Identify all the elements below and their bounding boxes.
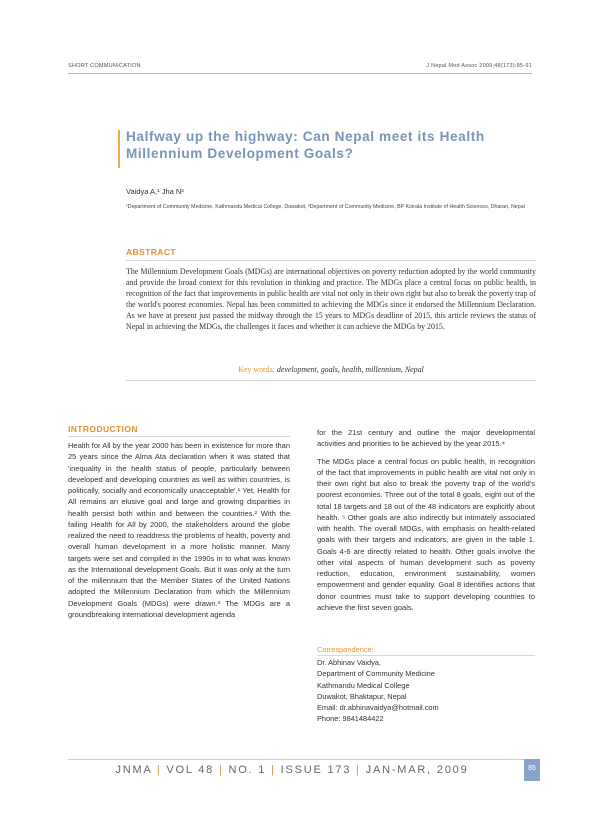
footer-separator: | bbox=[218, 764, 224, 776]
keywords bbox=[126, 365, 536, 374]
footer-divider bbox=[68, 759, 528, 760]
correspondence-name: Dr. Abhinav Vaidya, bbox=[317, 658, 381, 667]
footer-volume: VOL 48 bbox=[166, 764, 215, 776]
intro-paragraph: Health for All by the year 2000 has been in existence for more than 25 years since the Alma Ata declaration when it was stated that 'inequality in the health status of people, particularly between developed and developing countries as well as within countries, is politically, socially and economically unacceptable'.¹ Yet, Health for All remains an elusive goal and large and growing disparities in health persist both within and between the countries.² With the failing Health for All by 2000, the stakeholders around the globe realized the need to readdress the problems of health, poverty and overall human development in a more holistic manner. Many targets were set and compiled in the 1990s in to what was known as the International development Goals. But it was only at the turn of the millennium that the Member States of the United Nations adopted the Millennium Declaration from which the Millennium Development Goals (MDGs) were drawn.³ The MDGs are a groundbreaking international development agenda bbox=[68, 441, 290, 619]
abstract-text: The Millennium Development Goals (MDGs) are international objectives on poverty reduction adopted by the world community and provide the broad context for this revolution in thinking and practice. The MDGs place a central focus on public health, in recognition of the fact that improvements in public health are vital not only in their own right but also to break the poverty trap of the world's poorest economies. Nepal has been committed to achieving the MDGs since it endorsed the Millennium Declaration. As we have at present just passed the midway through the 15 years to MDGs deadline of 2015, this article reviews the status of Nepal in achieving the MDGs, the challenges it faces and whether it can achieve the MDGs by 2015. bbox=[126, 267, 536, 331]
footer-number: NO. 1 bbox=[228, 764, 267, 776]
header-divider bbox=[68, 73, 532, 74]
correspondence-email: Email: dr.abhinavaidya@hotmail.com bbox=[317, 703, 439, 713]
footer-separator: | bbox=[271, 764, 276, 776]
article-title: Halfway up the highway: Can Nepal meet its Health Millennium Development Goals? bbox=[126, 129, 485, 161]
intro-paragraph: The MDGs place a central focus on public health, in recognition of the fact that improvements in public health are vital not only in their own right but also to break the poverty trap of the world's poorest economies. Three out of the total 8 goals, eight out of the total 18 targets and 18 out of the 48 indicators are explicitly about health. ⁵ Other goals are also indirectly but intimately associated with health. The overall MDGs, with emphasis on health-related goals with their targets and indicators, are given in the table 1. Goals 4-6 are directly related to health. Other goals involve the other vital aspects of human development such as poverty reduction, education, environment sustainability, women empowerment and gender equality. Goal 8 identifies actions that donor countries must take to support developing countries to achieve the first seven goals. bbox=[317, 456, 535, 612]
correspondence-heading: Correspondence: bbox=[317, 645, 374, 654]
introduction-left-column bbox=[68, 440, 290, 626]
correspondence-department: Department of Community Medicine bbox=[317, 669, 435, 679]
correspondence-block bbox=[317, 657, 439, 725]
running-header-section: SHORT COMMUNICATION bbox=[68, 63, 141, 69]
keywords-divider bbox=[126, 380, 536, 381]
correspondence-address: Duwakot, Bhaktapur, Nepal bbox=[317, 691, 407, 701]
keywords-text: development, goals, health, millennium, Nepal bbox=[276, 365, 424, 374]
footer-separator: | bbox=[156, 764, 162, 776]
correspondence-institution: Kathmandu Medical College bbox=[317, 680, 410, 690]
abstract-heading: ABSTRACT bbox=[126, 247, 176, 257]
footer-journal: JNMA bbox=[115, 764, 153, 776]
footer-issue: ISSUE 173 bbox=[280, 764, 352, 776]
article-authors: Vaidya A,¹ Jha N² bbox=[126, 187, 184, 196]
introduction-divider bbox=[68, 436, 290, 437]
page-number: 85 bbox=[528, 765, 536, 772]
introduction-right-column bbox=[317, 427, 535, 619]
journal-footer bbox=[112, 764, 472, 776]
footer-separator: | bbox=[356, 764, 361, 776]
correspondence-divider bbox=[317, 655, 535, 656]
introduction-heading: INTRODUCTION bbox=[68, 424, 138, 434]
running-header-citation: J Nepal Med Assoc 2009;48(173):85-91 bbox=[426, 63, 532, 69]
keywords-label: Key words: bbox=[238, 365, 275, 374]
intro-paragraph: for the 21st century and outline the major developmental activities and priorities to be achieved by the year 2015.⁴ bbox=[317, 428, 535, 449]
abstract-divider bbox=[126, 260, 536, 261]
correspondence-phone: Phone: 9841484422 bbox=[317, 714, 384, 724]
title-accent-bar bbox=[118, 130, 120, 168]
article-affiliation: ¹Department of Community Medicine, Kathmandu Medical College, Duwakot, ²Department of Community Medicine, BP Koirala Institute of Health Sciences, Dharan, Nepal bbox=[126, 204, 525, 210]
footer-date: JAN-MAR, 2009 bbox=[365, 764, 469, 776]
